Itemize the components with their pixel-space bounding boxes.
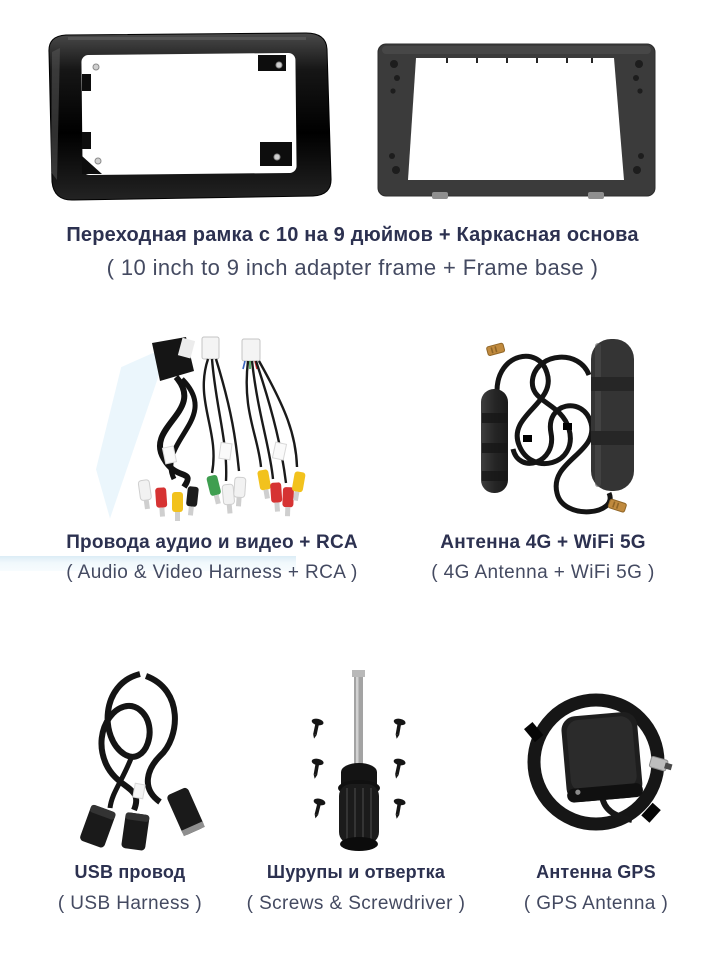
gps-antenna-image xyxy=(506,668,690,852)
screws-screwdriver-image xyxy=(296,668,424,852)
av-harness-graphic xyxy=(124,331,310,525)
antenna-4g-graphic xyxy=(467,333,644,523)
harness-title-ru: Провода аудио и видео + RCA xyxy=(66,532,358,553)
screws-title-ru: Шурупы и отвертка xyxy=(266,862,446,882)
sma-connector-icon xyxy=(608,499,627,513)
sma-connector-icon xyxy=(486,343,505,356)
av-harness-image xyxy=(124,331,310,525)
screws-screwdriver-graphic xyxy=(296,668,424,852)
usb-title-en: ( USB Harness ) xyxy=(57,893,203,914)
gps-title-en: ( GPS Antenna ) xyxy=(523,893,669,914)
usb-harness-graphic xyxy=(62,666,222,854)
frame-base-graphic xyxy=(376,42,657,202)
frame-base-image xyxy=(376,42,657,202)
frames-title-ru: Переходная рамка с 10 на 9 дюймов + Каркасная основа xyxy=(66,224,639,246)
frames-title-en: ( 10 inch to 9 inch adapter frame + Frame base ) xyxy=(106,255,599,280)
harness-title-en: ( Audio & Video Harness + RCA ) xyxy=(66,562,358,583)
gps-antenna-graphic xyxy=(506,668,690,852)
adapter-frame-graphic xyxy=(36,30,336,202)
gps-title-ru: Антенна GPS xyxy=(536,862,656,882)
adapter-frame-image xyxy=(36,30,336,202)
screws-title-en: ( Screws & Screwdriver ) xyxy=(246,893,466,914)
usb-title-ru: USB провод xyxy=(74,862,186,882)
antenna4g-title-ru: Антенна 4G + WiFi 5G xyxy=(440,532,646,553)
usb-harness-image xyxy=(62,666,222,854)
gps-puck-icon xyxy=(560,711,643,803)
antenna-4g-image xyxy=(467,333,644,523)
antenna4g-title-en: ( 4G Antenna + WiFi 5G ) xyxy=(431,562,655,583)
rca-plugs xyxy=(138,469,306,521)
